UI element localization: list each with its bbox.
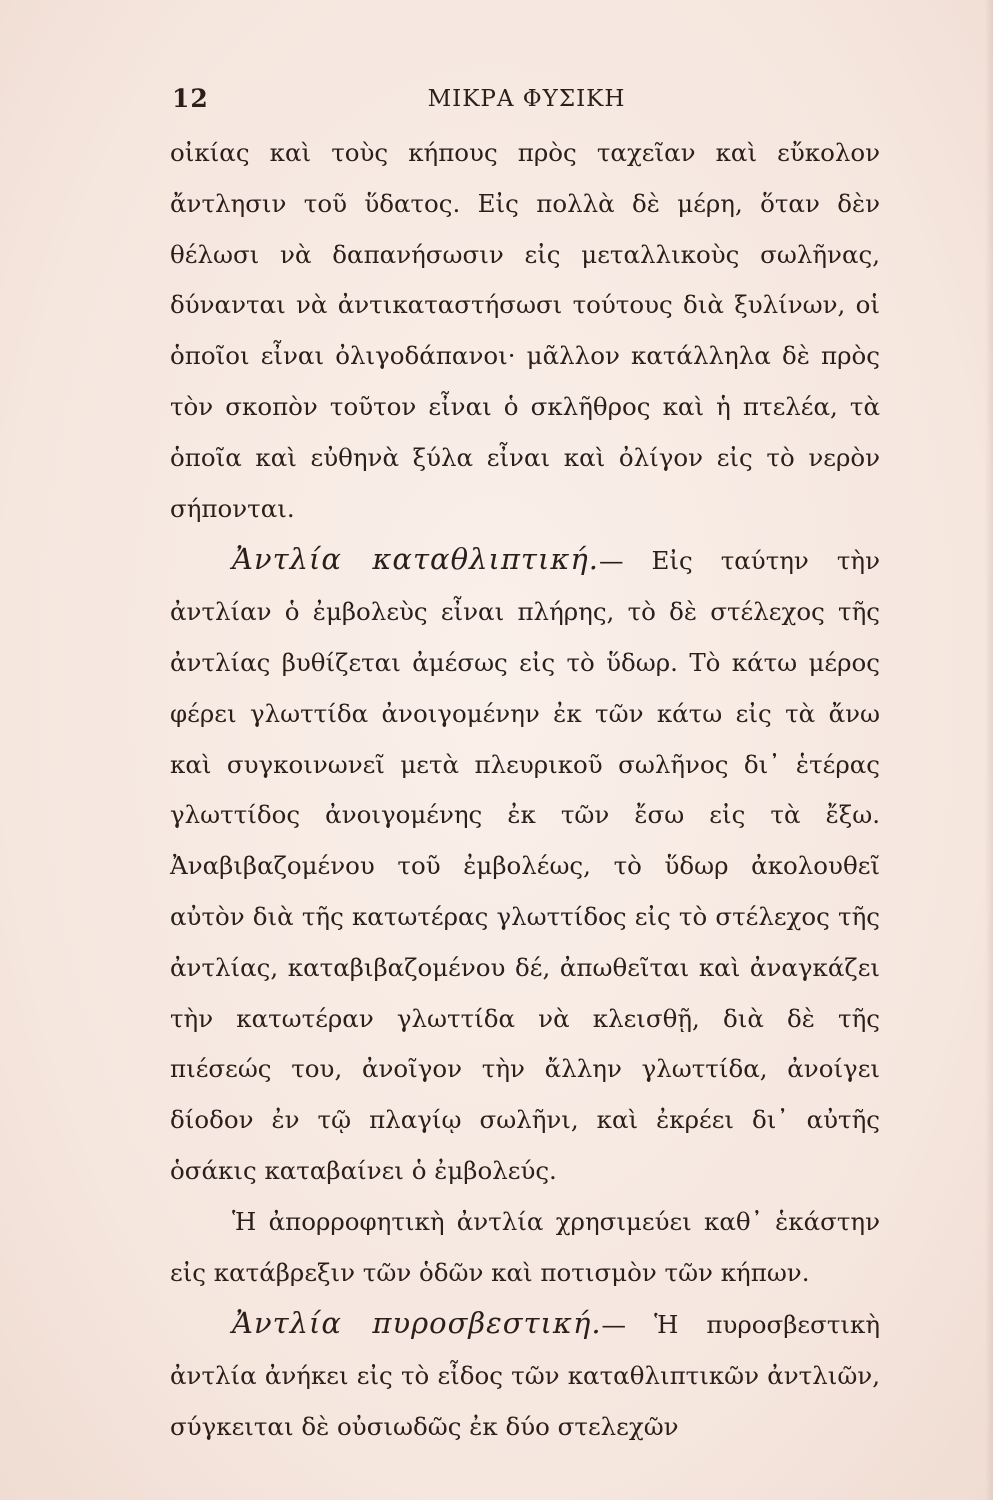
paragraph-continuation: οἰκίας καὶ τοὺς κήπους πρὸς ταχεῖαν καὶ εὔκολον ἄντλησιν τοῦ ὕδατος. Εἰς πολλὰ δὲ μέρη, ὅταν δὲν θέλωσι νὰ δαπανήσωσιν εἰς μεταλλικοὺς σωλῆνας, δύνανται νὰ ἀντικαταστήσωσι τούτους διὰ ξυλίνων, οἱ ὁποῖοι εἶναι ὀλιγοδάπανοι· μᾶλλον κατάλληλα δὲ πρὸς τὸν σκοπὸν τοῦτον εἶναι ὁ σκλῆθρος καὶ ἡ πτελέα, τὰ ὁποῖα καὶ εὐθηνὰ ξύλα εἶναι καὶ ὀλίγον εἰς τὸ νερὸν σήπονται. (170, 138, 880, 523)
paragraph-fire-pump (170, 1298, 880, 1452)
page-body (170, 128, 880, 1453)
section-heading-force-pump: Ἀντλία καταθλιπτική. (232, 542, 599, 577)
section-text-force-pump: — Εἰς ταύτην τὴν ἀντλίαν ὁ ἐμβολεὺς εἶναι πλήρης, τὸ δὲ στέλεχος τῆς ἀντλίας βυθίζεται ἀμέσως εἰς τὸ ὕδωρ. Τὸ κάτω μέρος φέρει γλωττίδα ἀνοιγομένην ἐκ τῶν κάτω εἰς τὰ ἄνω καὶ συγκοινωνεῖ μετὰ πλευρικοῦ σωλῆνος δι᾽ ἑτέρας γλωττίδος ἀνοιγομένης ἐκ τῶν ἔσω εἰς τὰ ἔξω. Ἀναβιβαζομένου τοῦ ἐμβολέως, τὸ ὕδωρ ἀκολουθεῖ αὐτὸν διὰ τῆς κατωτέρας γλωττίδος εἰς τὸ στέλεχος τῆς ἀντλίας, καταβιβαζομένου δέ, ἀπωθεῖται καὶ ἀναγκάζει τὴν κατωτέραν γλωττίδα νὰ κλεισθῇ, διὰ δὲ τῆς πιέσεώς του, ἀνοῖγον τὴν ἄλλην γλωττίδα, ἀνοίγει δίοδον ἐν τῷ πλαγίῳ σωλῆνι, καὶ ἐκρέει δι᾽ αὐτῆς ὁσάκις καταβαίνει ὁ ἐμβολεύς. (170, 546, 880, 1185)
paragraph-suction-pump-use: Ἡ ἀπορροφητικὴ ἀντλία χρησιμεύει καθ᾽ ἑκάστην εἰς κατάβρεξιν τῶν ὁδῶν καὶ ποτισμὸν τῶν κήπων. (170, 1206, 880, 1287)
running-title: ΜΙΚΡΑ ΦΥΣΙΚΗ (427, 86, 626, 112)
section-text-fire-pump: — Ἡ πυροσβεστικὴ ἀντλία ἀνήκει εἰς τὸ εἶδος τῶν καταθλιπτικῶν ἀντλιῶν, σύγκειται δὲ οὐσιωδῶς ἐκ δύο στελεχῶν (170, 1310, 880, 1441)
page-number: 12 (172, 84, 209, 113)
paragraph-force-pump (170, 534, 880, 1196)
page-edge-shadow (985, 0, 993, 1500)
section-heading-fire-pump: Ἀντλία πυροσβεστική. (232, 1306, 602, 1341)
